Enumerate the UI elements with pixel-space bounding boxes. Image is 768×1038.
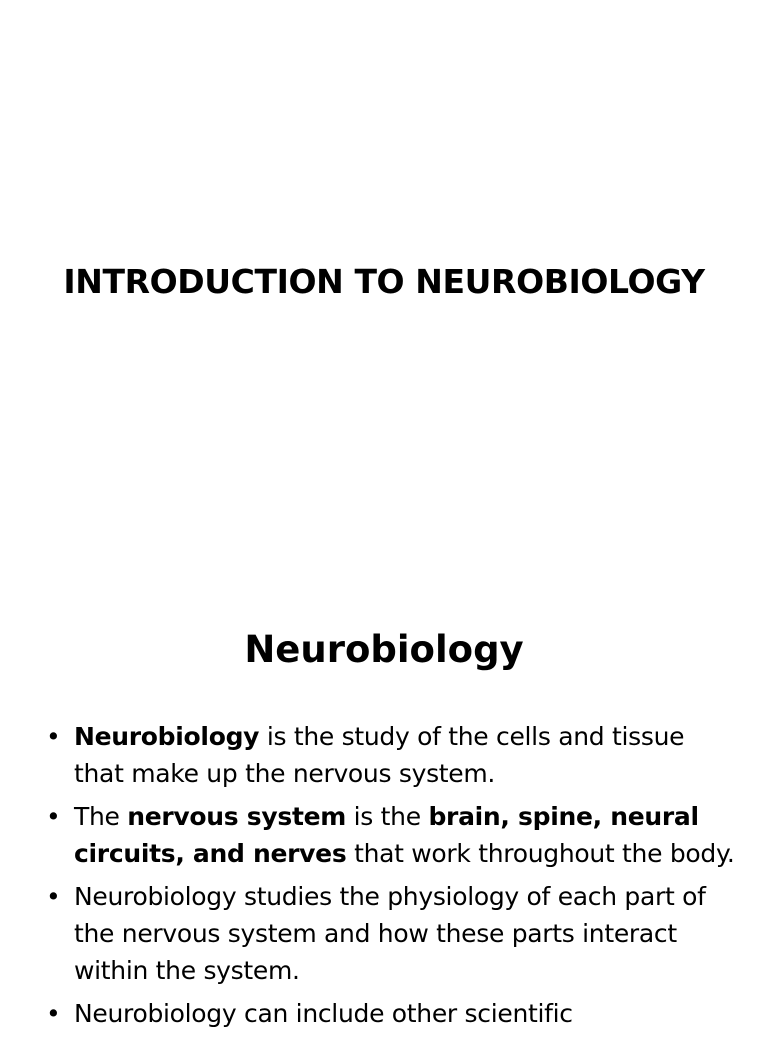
bold-term: brain, spine, neural circuits, and nerves xyxy=(74,802,699,868)
bullet-item-definition xyxy=(46,718,736,792)
slide-title: Neurobiology xyxy=(244,628,524,671)
bullet-item-nervous-system xyxy=(46,798,736,872)
bullet-list xyxy=(46,718,736,1038)
presentation-title: INTRODUCTION TO NEUROBIOLOGY xyxy=(63,262,705,301)
bullet-text: is the study of the cells and tissue that make up the nervous system. xyxy=(74,722,685,788)
bullet-text: that work throughout the body. xyxy=(346,839,735,868)
bold-term: nervous system xyxy=(127,802,346,831)
bullet-item-physiology xyxy=(46,878,736,989)
bold-term: Neurobiology xyxy=(74,722,260,751)
bullet-icon: • xyxy=(46,802,61,831)
bullet-item-other-sciences xyxy=(46,995,736,1032)
bullet-icon: • xyxy=(46,999,61,1028)
bullet-text: Neurobiology studies the physiology of each part of the nervous system and how these parts interact within the system. xyxy=(74,882,706,985)
content-slide xyxy=(0,576,768,1028)
bullet-icon: • xyxy=(46,882,61,911)
bullet-text: The xyxy=(74,802,128,831)
bullet-icon: • xyxy=(46,722,61,751)
bullet-text: is the xyxy=(346,802,429,831)
bullet-text: Neurobiology can include other scientific xyxy=(74,999,573,1028)
